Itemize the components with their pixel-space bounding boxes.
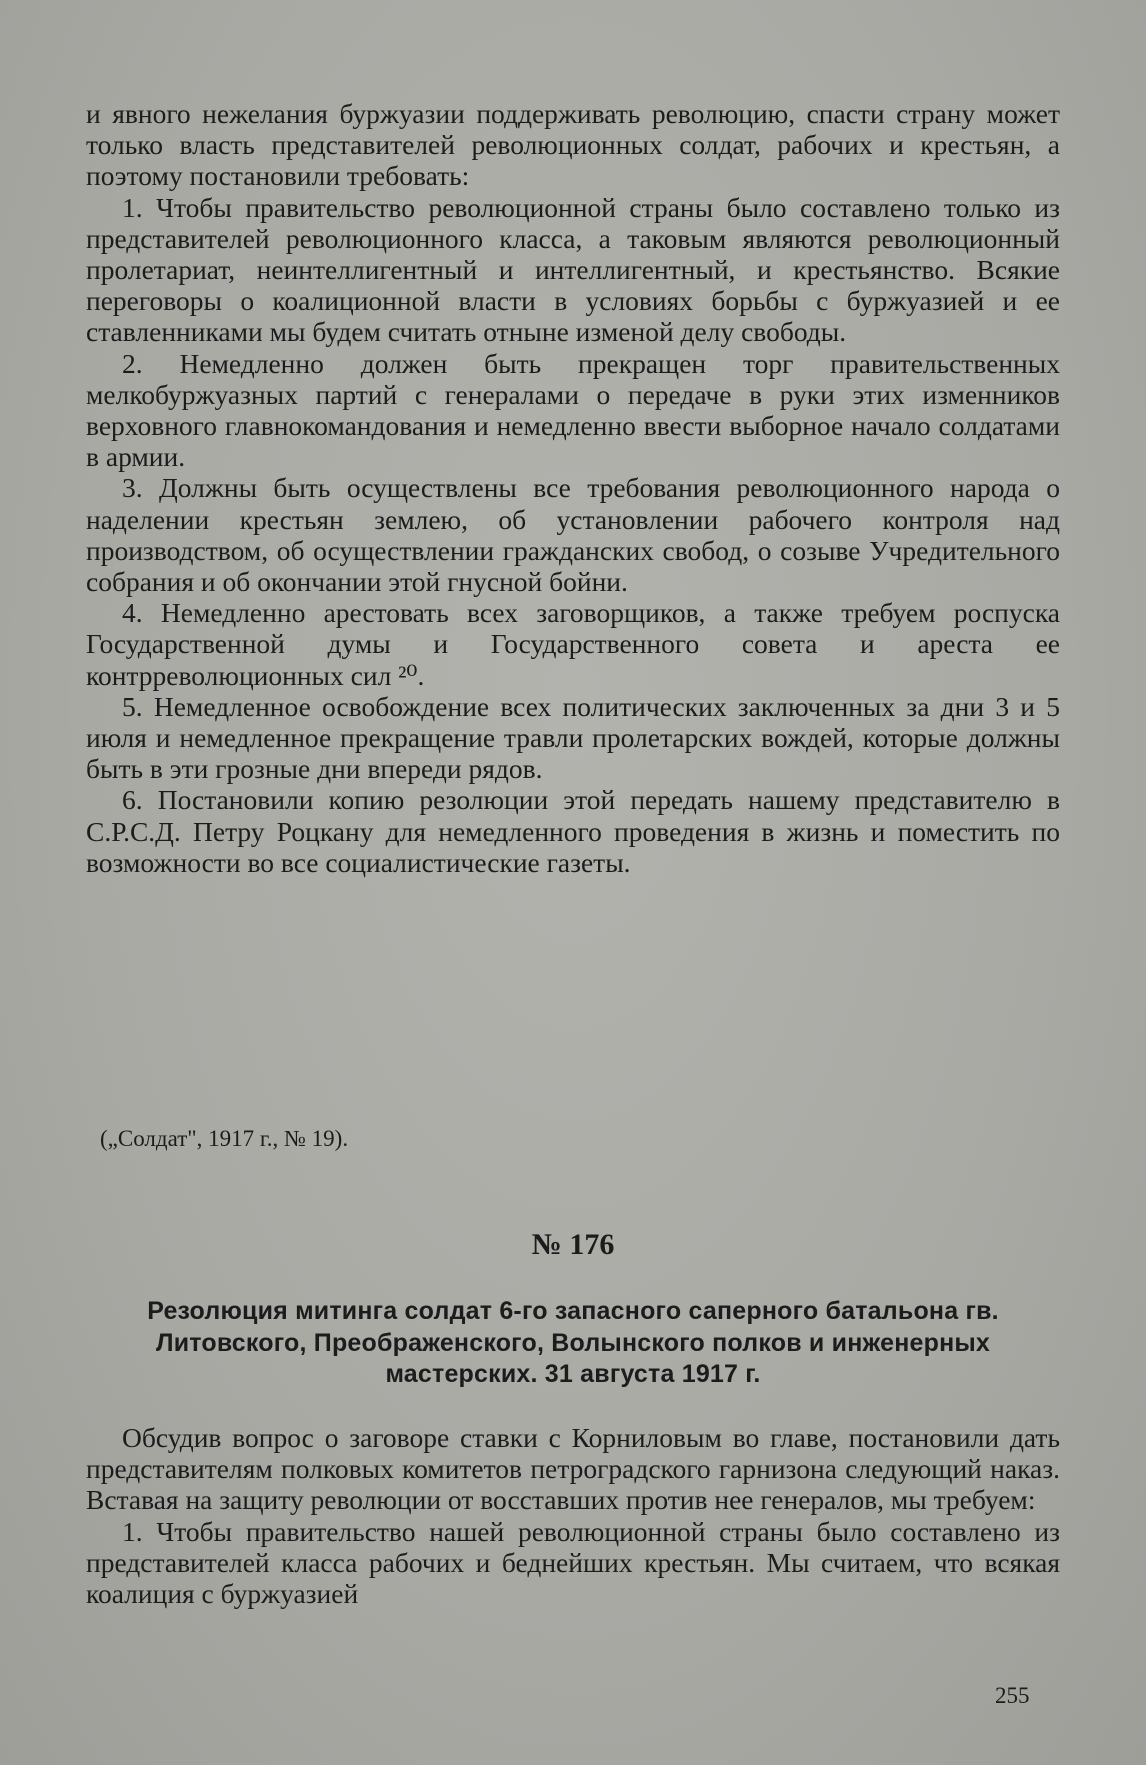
- resolution-item-1: 1. Чтобы правительство нашей революционной страны было составлено из представителей класса рабочих и беднейших крестьян. Мы считаем, что всякая коалиция с буржуазией: [86, 1515, 1060, 1610]
- continuation-intro: и явного нежелания буржуазии поддерживать революцию, спасти страну может только власть представителей революционных солдат, рабочих и крестьян, а поэтому постановили требовать:: [86, 98, 1060, 192]
- document-heading: Резолюция митинга солдат 6-го запасного саперного батальона гв. Литовского, Преображенского, Волынского полков и инженерных мастерских. 31 августа 1917 г.: [147, 1297, 999, 1388]
- demand-item-5: 5. Немедленное освобождение всех политических заключенных за дни 3 и 5 июля и немедленное прекращение травли пролетарских вождей, которые должны быть в эти грозные дни впереди рядов.: [86, 690, 1060, 785]
- demand-item-1: 1. Чтобы правительство революционной страны было составлено только из представителей революционного класса, а таковым являются революционный пролетариат, неинтеллигентный и интеллигентный, и крестьянство. Всякие переговоры о коалиционной власти в условиях борьбы с буржуазией и ее ставленниками мы будем считать отныне изменой делу свободы.: [86, 191, 1060, 348]
- resolution-body: [86, 1422, 1060, 1609]
- source-citation: („Солдат", 1917 г., № 19).: [100, 1126, 349, 1151]
- demand-item-3: 3. Должны быть осуществлены все требования революционного народа о наделении крестьян землею, об установлении рабочего контроля над производством, об осуществлении гражданских свобод, о созыве Учредительного собрания и об окончании этой гнусной бойни.: [86, 472, 1060, 598]
- document-number: № 176: [531, 1228, 615, 1261]
- page-number: 255: [995, 1683, 1030, 1708]
- resolution-continuation: [86, 98, 1060, 878]
- demand-item-2: 2. Немедленно должен быть прекращен торг правительственных мелкобуржуазных партий с генералами о передаче в руки этих изменников верховного главнокомандования и немедленно ввести выборное начало солдатами в армии.: [86, 347, 1060, 473]
- resolution-intro: Обсудив вопрос о заговоре ставки с Корниловым во главе, постановили дать представителям полковых комитетов петроградского гарнизона следующий наказ. Вставая на защиту революции от восставших против нее генералов, мы требуем:: [86, 1422, 1060, 1516]
- demand-item-6: 6. Постановили копию резолюции этой передать нашему представителю в С.Р.С.Д. Петру Роцкану для немедленного проведения в жизнь и поместить по возможности во все социалистические газеты.: [86, 784, 1060, 878]
- demand-item-4: 4. Немедленно арестовать всех заговорщиков, а также требуем роспуска Государственной думы и Государственного совета и ареста ее контрреволюционных сил ²⁰.: [86, 597, 1060, 691]
